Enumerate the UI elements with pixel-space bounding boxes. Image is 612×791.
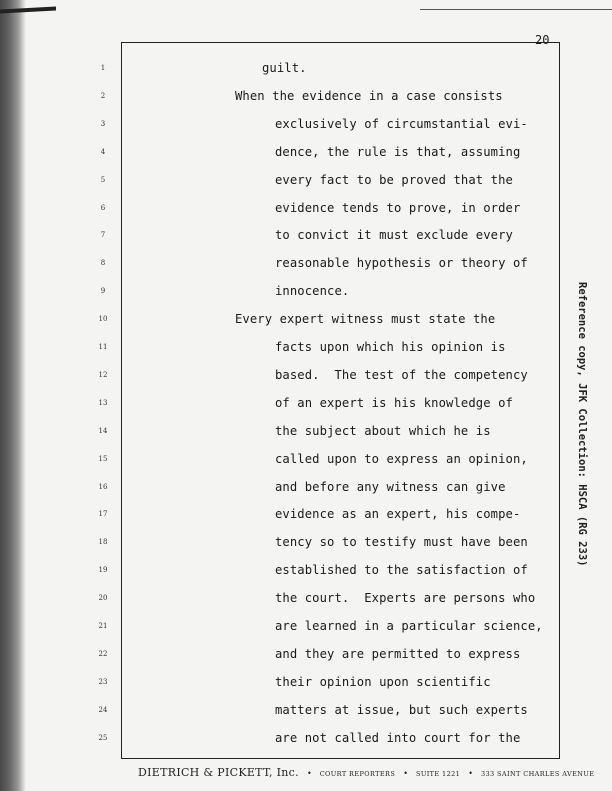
line-number: 15	[98, 454, 108, 463]
transcript-line: the court. Experts are persons who	[275, 591, 536, 606]
line-number: 12	[98, 370, 108, 379]
line-number: 10	[98, 315, 108, 324]
line-number: 2	[100, 91, 106, 100]
transcript-line: evidence as an expert, his compe-	[275, 507, 521, 522]
scan-edge-shadow	[0, 0, 26, 791]
transcript-line: innocence.	[275, 284, 350, 299]
transcript-line: are not called into court for the	[275, 730, 521, 745]
line-number: 22	[98, 649, 108, 658]
transcript-line: their opinion upon scientific	[275, 674, 491, 689]
line-number: 21	[98, 622, 108, 630]
transcript-line: every fact to be proved that the	[275, 172, 513, 187]
line-number: 8	[100, 259, 106, 268]
line-number: 13	[98, 398, 108, 407]
line-number: 5	[100, 175, 106, 184]
footer-separator: •	[403, 769, 408, 778]
scan-top-line	[420, 9, 612, 10]
transcript-line: matters at issue, but such experts	[275, 702, 528, 717]
transcript-line: the subject about which he is	[275, 423, 491, 438]
line-number: 7	[100, 231, 106, 240]
transcript-line: guilt.	[262, 61, 307, 75]
transcript-line: Every expert witness must state the	[235, 312, 496, 327]
line-number: 6	[100, 203, 106, 212]
transcript-line: are learned in a particular science,	[275, 619, 543, 633]
line-number: 25	[98, 733, 108, 742]
transcript-line: called upon to express an opinion,	[275, 451, 528, 466]
transcript-line: exclusively of circumstantial evi-	[275, 116, 528, 131]
transcript-line: to convict it must exclude every	[275, 228, 513, 243]
line-number: 11	[98, 343, 108, 351]
line-number: 18	[98, 538, 108, 547]
line-number: 19	[98, 566, 108, 575]
transcript-line: based. The test of the competency	[275, 367, 528, 382]
transcript-line: tency so to testify must have been	[275, 535, 528, 550]
page-number: 20	[535, 33, 550, 47]
line-number: 9	[100, 287, 106, 296]
line-number: 14	[98, 426, 108, 435]
footer-address: 333 SAINT CHARLES AVENUE	[480, 770, 595, 778]
footer-separator: •	[468, 769, 473, 778]
footer	[138, 766, 595, 779]
footer-suite: SUITE 1221	[415, 770, 461, 778]
line-number: 4	[100, 147, 106, 156]
footer-separator: •	[306, 769, 312, 778]
footer-service: COURT REPORTERS	[319, 770, 396, 778]
transcript-line: facts upon which his opinion is	[275, 340, 506, 354]
line-number: 17	[98, 510, 108, 519]
transcript-line: evidence tends to prove, in order	[275, 200, 521, 215]
line-number: 16	[98, 482, 108, 491]
transcript-line: and before any witness can give	[275, 479, 506, 494]
transcript-line: of an expert is his knowledge of	[275, 395, 513, 410]
footer-firm: DIETRICH & PICKETT, Inc.	[138, 766, 299, 779]
line-number: 1	[100, 64, 106, 72]
transcript-line: dence, the rule is that, assuming	[275, 144, 521, 159]
archive-reference-stamp: Reference copy, JFK Collection: HSCA (RG 233)	[576, 282, 588, 567]
line-number: 23	[98, 677, 108, 686]
line-number: 3	[100, 119, 106, 128]
line-number: 20	[98, 594, 108, 603]
transcript-line: and they are permitted to express	[275, 646, 521, 661]
transcript-line: When the evidence in a case consists	[235, 88, 503, 103]
line-number: 24	[98, 705, 108, 714]
transcript-line: established to the satisfaction of	[275, 563, 528, 578]
transcript-line: reasonable hypothesis or theory of	[275, 256, 528, 271]
